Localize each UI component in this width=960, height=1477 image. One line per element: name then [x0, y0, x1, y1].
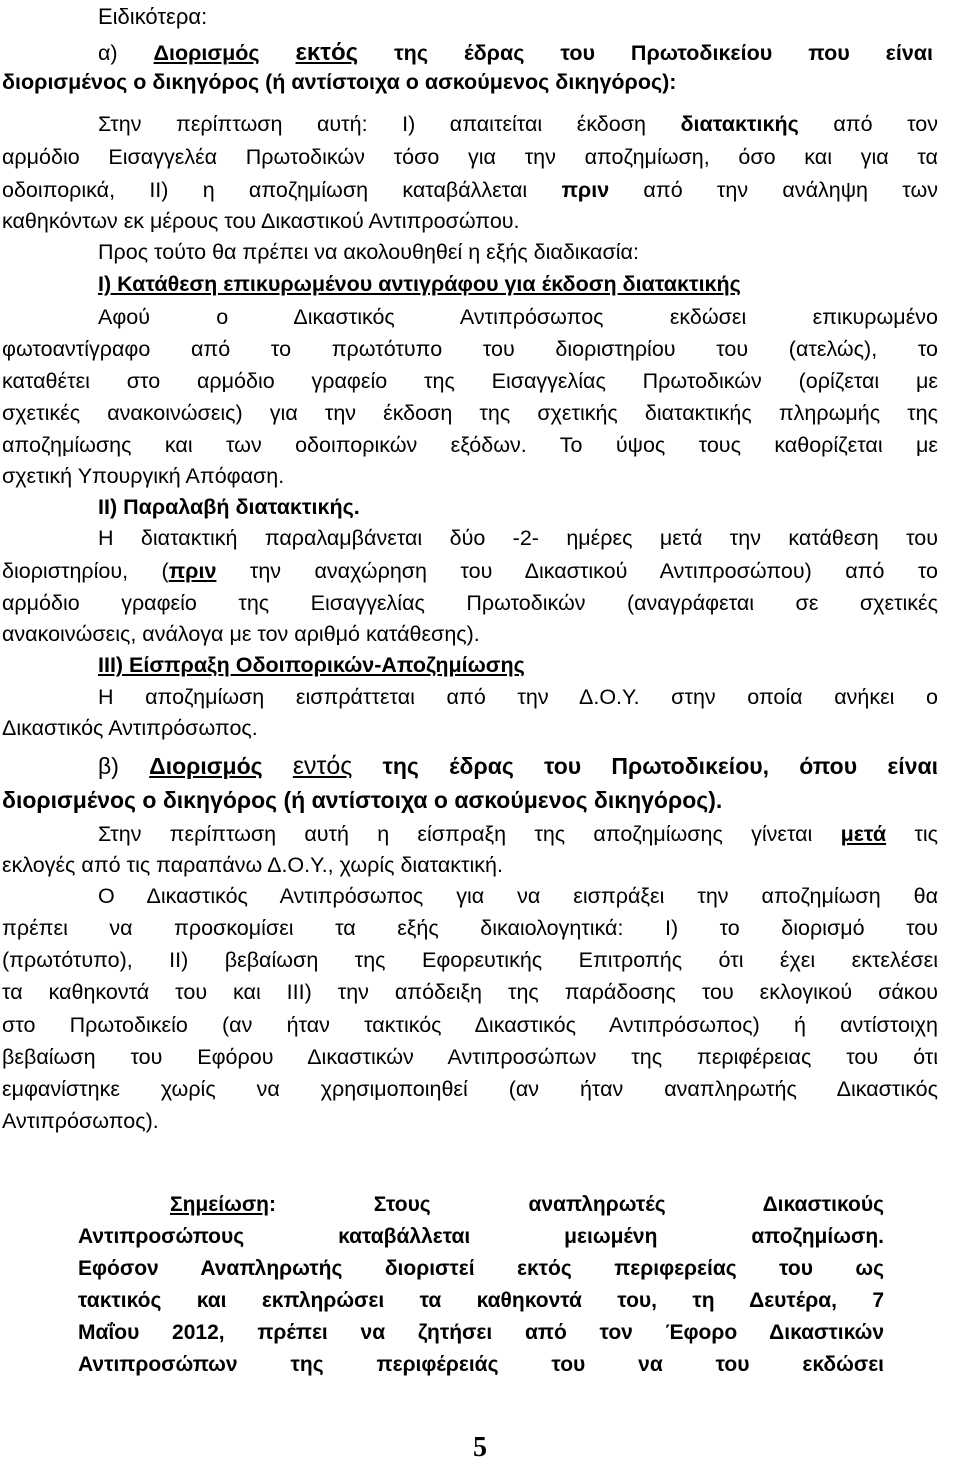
section-b-p2-line8: Αντιπρόσωπος). [2, 1109, 159, 1133]
intro-heading: Ειδικότερα: [98, 4, 208, 29]
section-b-p2-line6: βεβαίωση του Εφόρου Δικαστικών Αντιπροσώπων της περιφέρειας του ότι [2, 1045, 938, 1069]
section-a-heading-line1: α) Διορισμός εκτός της έδρας του Πρωτοδικείου που είναι [98, 39, 933, 66]
note-line2: Αντιπροσώπους καταβάλλεται μειωμένη αποζημίωση. [78, 1225, 884, 1248]
section-b-p1-line2: εκλογές από τις παραπάνω Δ.Ο.Υ., χωρίς διατακτική. [2, 853, 503, 877]
step2-line2: διοριστηρίου, (πριν την αναχώρηση του Δικαστικού Αντιπροσώπου) από το [2, 559, 938, 583]
note-line4: τακτικός και εκπληρώσει τα καθηκοντά του, τη Δευτέρα, 7 [78, 1289, 884, 1312]
step3-title: ΙΙΙ) Είσπραξη Οδοιπορικών-Αποζημίωσης [98, 653, 525, 677]
step1-line2: φωτοαντίγραφο από το πρωτότυπο του διοριστηρίου του (ατελώς), το [2, 337, 938, 361]
note-line1: Σημείωση: Στους αναπληρωτές Δικαστικούς [170, 1193, 884, 1216]
section-a-p1-line3: οδοιπορικά, ΙΙ) η αποζημίωση καταβάλλεται πριν από την ανάληψη των [2, 178, 939, 202]
step1-title: Ι) Κατάθεση επικυρωμένου αντιγράφου για έκδοση διατακτικής [98, 272, 741, 296]
step2-title: ΙΙ) Παραλαβή διατακτικής. [98, 495, 360, 519]
step3-line2: Δικαστικός Αντιπρόσωπος. [2, 716, 258, 740]
section-b-p1-line1: Στην περίπτωση αυτή η είσπραξη της αποζημίωσης γίνεται μετά τις [98, 822, 938, 846]
section-b-p2-line4: τα καθηκοντά του και ΙΙΙ) την απόδειξη της παράδοσης του εκλογικού σάκου [2, 980, 938, 1004]
step1-line5: αποζημίωσης και των οδοιπορικών εξόδων. Το ύψος τους καθορίζεται με [2, 433, 938, 457]
note-line3: Εφόσον Αναπληρωτής διοριστεί εκτός περιφερείας του ως [78, 1257, 884, 1280]
page-number: 5 [473, 1432, 487, 1463]
step2-line3: αρμόδιο γραφείο της Εισαγγελίας Πρωτοδικών (αναγράφεται σε σχετικές [2, 591, 938, 615]
section-b-heading-line2: διορισμένος ο δικηγόρος (ή αντίστοιχα ο ασκούμενος δικηγόρος). [2, 787, 723, 813]
step3-line1: Η αποζημίωση εισπράττεται από την Δ.Ο.Υ. στην οποία ανήκει ο [98, 685, 938, 709]
step2-line4: ανακοινώσεις, ανάλογα με τον αριθμό κατάθεσης). [2, 622, 480, 646]
step1-line6: σχετική Υπουργική Απόφαση. [2, 464, 285, 488]
section-a-p1-line2: αρμόδιο Εισαγγελέα Πρωτοδικών τόσο για την αποζημίωση, όσο και για τα [2, 145, 938, 169]
section-a-p1-line4: καθηκόντων εκ μέρους του Δικαστικού Αντιπροσώπου. [2, 209, 520, 233]
note-line6: Αντιπροσώπων της περιφέρειάς του να του εκδώσει [78, 1353, 884, 1376]
section-b-p2-line1: Ο Δικαστικός Αντιπρόσωπος για να εισπράξει την αποζημίωση θα [98, 884, 938, 908]
step1-line3: καταθέτει στο αρμόδιο γραφείο της Εισαγγελίας Πρωτοδικών (ορίζεται με [2, 369, 938, 393]
section-b-heading-line1: β) Διορισμός εντός της έδρας του Πρωτοδικείου, όπου είναι [98, 752, 939, 780]
section-b-p2-line3: (πρωτότυπο), ΙΙ) βεβαίωση της Εφορευτικής Επιτροπής ότι έχει εκτελέσει [2, 948, 938, 972]
step2-line1: Η διατακτική παραλαμβάνεται δύο -2- ημέρες μετά την κατάθεση του [98, 526, 938, 550]
section-b-p2-line7: εμφανίστηκε χωρίς να χρησιμοποιηθεί (αν ήταν αναπληρωτής Δικαστικός [2, 1077, 938, 1101]
section-a-p1-line1: Στην περίπτωση αυτή: Ι) απαιτείται έκδοση διατακτικής από τον [98, 112, 938, 136]
note-line5: Μαΐου 2012, πρέπει να ζητήσει από τον Έφορο Δικαστικών [78, 1321, 884, 1344]
step1-line1: Αφού ο Δικαστικός Αντιπρόσωπος εκδώσει επικυρωμένο [98, 305, 938, 329]
section-b-p2-line5: στο Πρωτοδικείο (αν ήταν τακτικός Δικαστικός Αντιπρόσωπος) ή αντίστοιχη [2, 1013, 938, 1037]
section-a-heading-line2: διορισμένος ο δικηγόρος (ή αντίστοιχα ο ασκούμενος δικηγόρος): [2, 70, 677, 94]
procedure-intro: Προς τούτο θα πρέπει να ακολουθηθεί η εξής διαδικασία: [98, 240, 639, 264]
step1-line4: σχετικές ανακοινώσεις) για την έκδοση της σχετικής διατακτικής πληρωμής της [2, 401, 938, 425]
section-b-p2-line2: πρέπει να προσκομίσει τα εξής δικαιολογητικά: Ι) το διορισμό του [2, 916, 938, 940]
